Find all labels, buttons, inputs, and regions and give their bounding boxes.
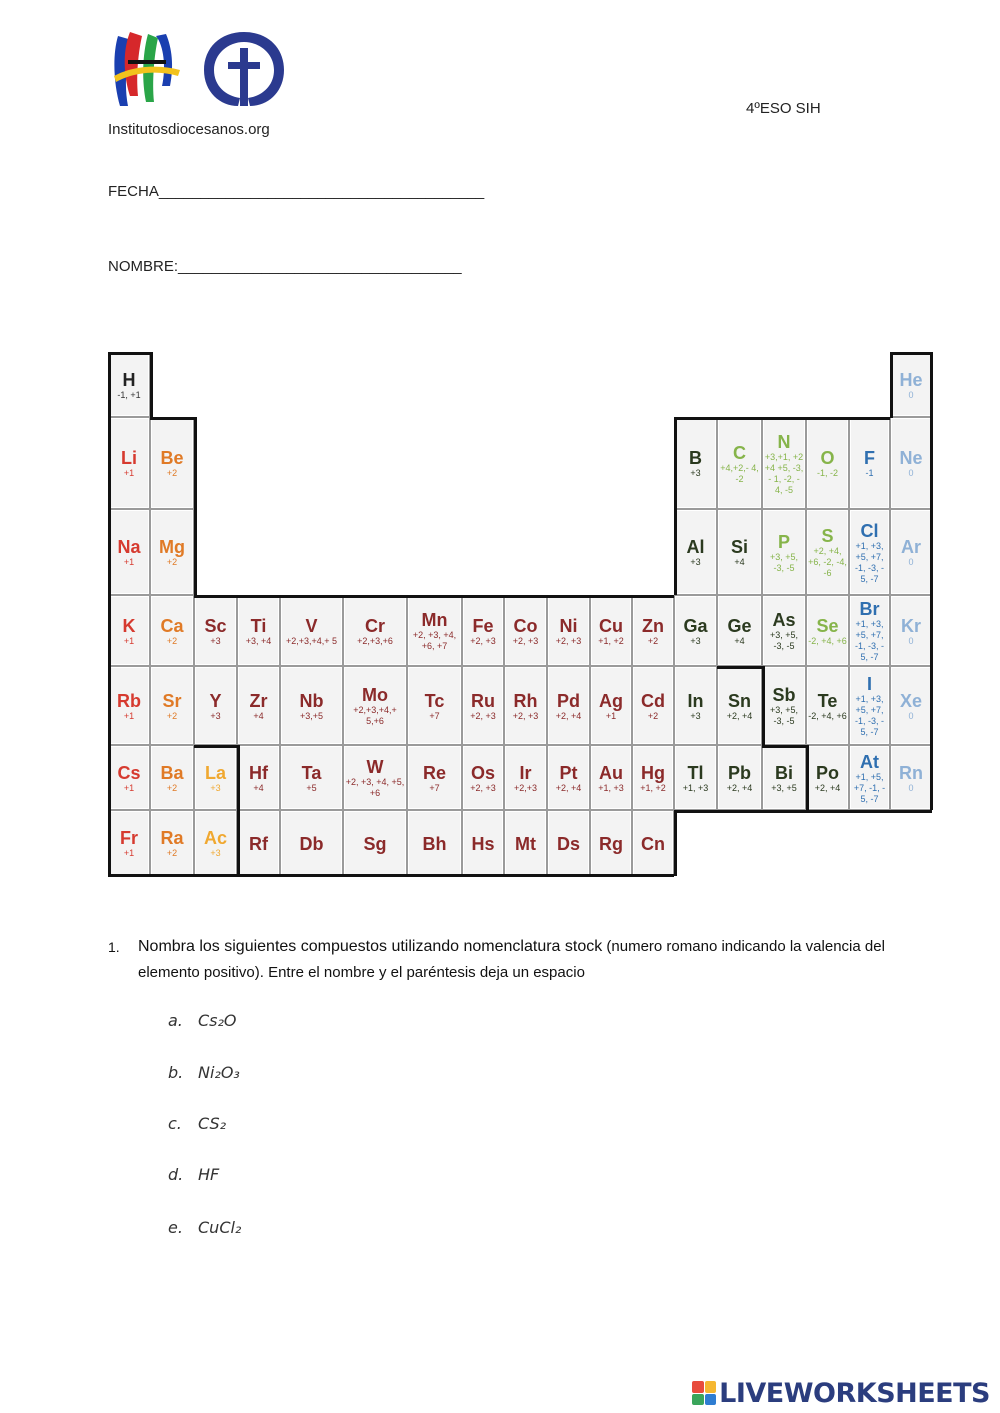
element-symbol: Rb [117, 691, 141, 711]
element-ir [504, 745, 547, 810]
site-name: Institutosdiocesanos.org [108, 121, 270, 138]
element-symbol: Hs [471, 834, 495, 854]
badge-square [692, 1394, 704, 1406]
element-symbol: Cn [641, 834, 665, 854]
element-fe [462, 595, 504, 666]
element-ru [462, 666, 504, 745]
element-po [806, 745, 849, 810]
element-ni [547, 595, 590, 666]
element-db [280, 810, 343, 876]
element-si [717, 509, 762, 595]
element-valences: +3, +5 [771, 783, 797, 793]
element-rn [890, 745, 932, 810]
element-symbol: Ru [471, 691, 495, 711]
element-ge [717, 595, 762, 666]
question-main: Nombra los siguientes compuestos utilizando nomenclatura stock [138, 938, 603, 955]
element-valences: 0 [908, 468, 914, 478]
element-symbol: Re [422, 763, 446, 783]
element-valences: +2, +3 [512, 636, 539, 646]
element-at [849, 745, 890, 810]
element-valences: +2 [166, 557, 178, 567]
item-letter: e. [168, 1218, 183, 1237]
element-symbol: Ac [203, 828, 227, 848]
element-symbol: Sn [727, 691, 751, 711]
element-symbol: Mt [515, 834, 536, 854]
element-f [849, 417, 890, 509]
element-valences: +1 [605, 711, 617, 721]
element-re [407, 745, 462, 810]
element-valences: -2, +4, +6 [808, 636, 847, 646]
element-symbol: Si [730, 537, 748, 557]
element-valences: +2, +4 [555, 783, 582, 793]
element-symbol: Te [817, 691, 838, 711]
element-rf [237, 810, 280, 876]
school-logo [108, 26, 184, 112]
element-symbol: I [866, 674, 872, 694]
element-ba [150, 745, 194, 810]
element-valences: -1 [865, 468, 874, 478]
element-sn [717, 666, 762, 745]
element-c [717, 417, 762, 509]
item-formula: Ni₂O₃ [198, 1063, 240, 1082]
element-symbol: Xe [899, 691, 923, 711]
element-cs [108, 745, 150, 810]
element-te [806, 666, 849, 745]
element-valences: 0 [908, 557, 914, 567]
element-co [504, 595, 547, 666]
element-o [806, 417, 849, 509]
element-symbol: F [864, 448, 875, 468]
element-symbol: Be [160, 448, 184, 468]
element-valences: +1, +3 [682, 783, 709, 793]
element-valences: +2, +4 [726, 711, 753, 721]
element-al [674, 509, 717, 595]
element-cn [632, 810, 674, 876]
element-valences: +2, +4 [814, 783, 841, 793]
element-valences: +4,+2,- 4, -2 [720, 463, 759, 484]
element-cl [849, 509, 890, 595]
element-symbol: Co [513, 616, 538, 636]
item-formula: HF [198, 1165, 220, 1184]
element-valences: +3 [690, 468, 701, 478]
element-valences: +1 [123, 711, 135, 721]
element-symbol: Ni [559, 616, 578, 636]
element-ti [237, 595, 280, 666]
element-valences: +3 [690, 711, 701, 721]
element-valences: +3,+1, +2 +4 +5, -3, - 1, -2, - 4, -5 [764, 452, 804, 495]
element-sb [762, 666, 806, 745]
element-symbol: At [860, 752, 879, 772]
element-symbol: Zn [642, 616, 664, 636]
element-valences: +3 [210, 848, 221, 858]
element-valences: +2 [166, 783, 178, 793]
element-symbol: Tc [424, 691, 445, 711]
element-valences: 0 [908, 390, 914, 400]
element-valences: +2, +4 [555, 711, 582, 721]
table-outline [194, 417, 197, 595]
element-symbol: As [772, 610, 796, 630]
element-symbol: Ag [599, 691, 623, 711]
element-cr [343, 595, 407, 666]
element-mg [150, 509, 194, 595]
course-label: 4ºESO SIH [746, 100, 821, 117]
element-pt [547, 745, 590, 810]
list-item [168, 1218, 241, 1237]
element-cd [632, 666, 674, 745]
element-cu [590, 595, 632, 666]
element-valences: +4 [253, 783, 264, 793]
element-symbol: Bh [422, 834, 447, 854]
element-w [343, 745, 407, 810]
element-symbol: N [777, 432, 791, 452]
element-symbol: Kr [900, 616, 921, 636]
element-hf [237, 745, 280, 810]
table-outline [674, 810, 932, 813]
element-valences: +2 [166, 468, 178, 478]
date-field[interactable]: FECHA_______________________________________ [108, 183, 485, 200]
element-hg [632, 745, 674, 810]
element-ac [194, 810, 237, 876]
item-letter: a. [168, 1011, 183, 1030]
element-valences: +2 [166, 636, 178, 646]
list-item [168, 1165, 219, 1184]
element-symbol: Au [599, 763, 623, 783]
element-in [674, 666, 717, 745]
element-os [462, 745, 504, 810]
element-symbol: Os [470, 763, 495, 783]
element-symbol: Ga [683, 616, 708, 636]
element-sg [343, 810, 407, 876]
element-li [108, 417, 150, 509]
element-valences: +2, +4, +6, -2, -4, -6 [808, 546, 847, 578]
element-symbol: Hg [641, 763, 665, 783]
element-k [108, 595, 150, 666]
element-symbol: Hf [249, 763, 268, 783]
element-valences: +7 [429, 783, 440, 793]
element-symbol: Y [209, 691, 222, 711]
element-symbol: Cs [117, 763, 141, 783]
item-letter: c. [168, 1114, 182, 1133]
table-outline [150, 352, 153, 418]
element-symbol: Zr [249, 691, 268, 711]
element-symbol: Sg [363, 834, 387, 854]
element-symbol: Br [859, 599, 880, 619]
element-mo [343, 666, 407, 745]
element-symbol: K [122, 616, 136, 636]
element-sr [150, 666, 194, 745]
element-valences: +1 [123, 848, 135, 858]
element-symbol: B [689, 448, 702, 468]
liveworksheets-badge-icon [692, 1381, 716, 1405]
element-symbol: Ds [556, 834, 580, 854]
element-symbol: Cr [364, 616, 385, 636]
question-number: 1. [108, 939, 120, 955]
element-symbol: Rn [899, 763, 923, 783]
element-ne [890, 417, 932, 509]
element-symbol: Sb [772, 685, 796, 705]
element-valences: +3,+5 [299, 711, 324, 721]
element-pd [547, 666, 590, 745]
badge-square [692, 1381, 704, 1393]
element-valences: +1, +3, +5, +7, -1, -3, - 5, -7 [854, 541, 884, 584]
element-he [890, 352, 932, 417]
element-valences: +3, +5, -3, -5 [769, 630, 799, 651]
element-hs [462, 810, 504, 876]
element-ca [150, 595, 194, 666]
element-symbol: Rf [249, 834, 268, 854]
element-y [194, 666, 237, 745]
element-symbol: In [687, 691, 704, 711]
element-b [674, 417, 717, 509]
element-symbol: Pd [556, 691, 580, 711]
element-valences: +2, +3 [470, 783, 496, 793]
element-symbol: Cl [860, 521, 879, 541]
element-symbol: Nb [299, 691, 324, 711]
element-ds [547, 810, 590, 876]
element-valences: +1, +2 [640, 783, 666, 793]
element-valences: +1, +3, +5, +7, -1, -3, - 5, -7 [854, 619, 884, 662]
element-symbol: Bi [775, 763, 793, 783]
element-symbol: He [899, 370, 923, 390]
element-ra [150, 810, 194, 876]
question-1 [108, 934, 918, 986]
element-symbol: Ge [727, 616, 752, 636]
item-formula: CS₂ [198, 1114, 227, 1133]
element-valences: +3 [210, 636, 221, 646]
badge-square [705, 1394, 717, 1406]
badge-square [705, 1381, 717, 1393]
element-valences: +1, +2 [598, 636, 624, 646]
element-nb [280, 666, 343, 745]
element-symbol: Li [121, 448, 137, 468]
element-valences: +1, +3, +5, +7, -1, -3, - 5, -7 [854, 694, 884, 737]
element-p [762, 509, 806, 595]
element-valences: +4 [734, 557, 745, 567]
element-valences: +3 [690, 557, 701, 567]
element-symbol: V [305, 616, 318, 636]
question-note: (numero romano indicando la valencia del elemento positivo). Entre el nombre y el paréntesis deja un espacio [138, 938, 885, 981]
element-valences: 0 [908, 711, 914, 721]
element-rg [590, 810, 632, 876]
element-valences: +2,+3,+4,+ 5,+6 [353, 705, 397, 726]
table-outline [674, 810, 677, 876]
element-valences: +2, +3 [555, 636, 582, 646]
element-ag [590, 666, 632, 745]
element-symbol: Al [686, 537, 705, 557]
list-item [168, 1011, 237, 1030]
element-symbol: Pt [559, 763, 578, 783]
element-symbol: Db [299, 834, 324, 854]
element-valences: 0 [908, 783, 914, 793]
element-symbol: Po [815, 763, 839, 783]
element-valences: +4 [734, 636, 745, 646]
element-symbol: Cu [599, 616, 623, 636]
element-au [590, 745, 632, 810]
element-xe [890, 666, 932, 745]
element-as [762, 595, 806, 666]
element-mt [504, 810, 547, 876]
element-be [150, 417, 194, 509]
element-rh [504, 666, 547, 745]
element-symbol: C [733, 443, 746, 463]
element-valences: +2, +3 [512, 711, 539, 721]
element-symbol: La [204, 763, 226, 783]
element-v [280, 595, 343, 666]
element-valences: +5 [306, 783, 317, 793]
element-valences: +7 [429, 711, 440, 721]
element-symbol: Ra [160, 828, 184, 848]
element-symbol: Rh [513, 691, 538, 711]
item-formula: CuCl₂ [198, 1218, 242, 1237]
element-symbol: Tl [687, 763, 704, 783]
element-br [849, 595, 890, 666]
element-na [108, 509, 150, 595]
element-valences: +1, +5, +7, -1, - 5, -7 [853, 772, 886, 804]
element-valences: +2,+3,+4,+ 5 [285, 636, 338, 646]
element-symbol: Fr [120, 828, 138, 848]
list-item [168, 1114, 226, 1133]
element-ga [674, 595, 717, 666]
element-symbol: Na [117, 537, 141, 557]
element-valences: +2 [647, 636, 659, 646]
question-text [138, 934, 918, 986]
element-symbol: Ir [519, 763, 532, 783]
element-symbol: P [777, 532, 790, 552]
item-formula: Cs₂O [198, 1011, 237, 1030]
element-symbol: Ca [160, 616, 184, 636]
element-valences: +3, +5, -3, -5 [769, 705, 799, 726]
element-valences: +2 [166, 711, 178, 721]
element-symbol: Cd [641, 691, 665, 711]
element-valences: -2, +4, +6 [808, 711, 847, 721]
element-valences: +2,+3,+6 [357, 636, 393, 646]
element-mn [407, 595, 462, 666]
element-ta [280, 745, 343, 810]
element-valences: +1 [123, 783, 135, 793]
element-valences: +3 [210, 783, 221, 793]
element-pb [717, 745, 762, 810]
element-i [849, 666, 890, 745]
element-zr [237, 666, 280, 745]
element-valences: +3, +5, -3, -5 [769, 552, 799, 573]
element-sc [194, 595, 237, 666]
element-kr [890, 595, 932, 666]
element-symbol: Ta [301, 763, 322, 783]
element-valences: +1, +3 [598, 783, 624, 793]
element-symbol: Sr [162, 691, 182, 711]
element-valences: +3 [210, 711, 221, 721]
element-symbol: S [821, 526, 834, 546]
element-ar [890, 509, 932, 595]
element-valences: +2 [166, 848, 178, 858]
element-symbol: Mo [362, 685, 388, 705]
element-n [762, 417, 806, 509]
element-bh [407, 810, 462, 876]
list-item [168, 1063, 240, 1082]
element-se [806, 595, 849, 666]
element-valences: +2 [647, 711, 659, 721]
element-valences: +2, +3, +4, +6, +7 [412, 630, 457, 651]
item-letter: d. [168, 1165, 184, 1184]
element-symbol: Mn [421, 610, 448, 630]
element-valences: +2, +3 [470, 711, 496, 721]
element-valences: +2,+3 [513, 783, 538, 793]
element-valences: -1, -2 [816, 468, 838, 478]
element-valences: +2, +3, +4, +5, +6 [345, 777, 405, 798]
element-symbol: Mg [159, 537, 185, 557]
element-valences: +2, +4 [726, 783, 753, 793]
element-valences: +4 [253, 711, 264, 721]
element-h [108, 352, 150, 417]
name-field[interactable]: NOMBRE:__________________________________ [108, 258, 462, 275]
element-valences: -1, +1 [117, 390, 141, 400]
element-symbol: H [122, 370, 136, 390]
element-tl [674, 745, 717, 810]
liveworksheets-brand: LIVEWORKSHEETS [719, 1377, 990, 1409]
element-valences: +3, +4 [245, 636, 272, 646]
element-zn [632, 595, 674, 666]
element-symbol: Ne [899, 448, 923, 468]
element-valences: +2, +3 [470, 636, 496, 646]
element-valences: +1 [123, 557, 135, 567]
element-tc [407, 666, 462, 745]
element-valences: 0 [908, 636, 914, 646]
element-symbol: Rg [599, 834, 623, 854]
element-symbol: Fe [472, 616, 494, 636]
diocesan-logo [198, 26, 290, 112]
element-symbol: O [820, 448, 835, 468]
item-letter: b. [168, 1063, 184, 1082]
element-valences: +1 [123, 636, 135, 646]
element-bi [762, 745, 806, 810]
element-symbol: Ar [900, 537, 921, 557]
element-symbol: Ba [160, 763, 184, 783]
liveworksheets-logo[interactable] [692, 1376, 990, 1410]
element-rb [108, 666, 150, 745]
element-valences: +1 [123, 468, 135, 478]
element-fr [108, 810, 150, 876]
element-symbol: Pb [727, 763, 751, 783]
element-symbol: Ti [250, 616, 267, 636]
element-la [194, 745, 237, 810]
element-symbol: Sc [204, 616, 227, 636]
element-s [806, 509, 849, 595]
element-valences: +3 [690, 636, 701, 646]
element-symbol: W [366, 757, 384, 777]
element-symbol: Se [816, 616, 839, 636]
